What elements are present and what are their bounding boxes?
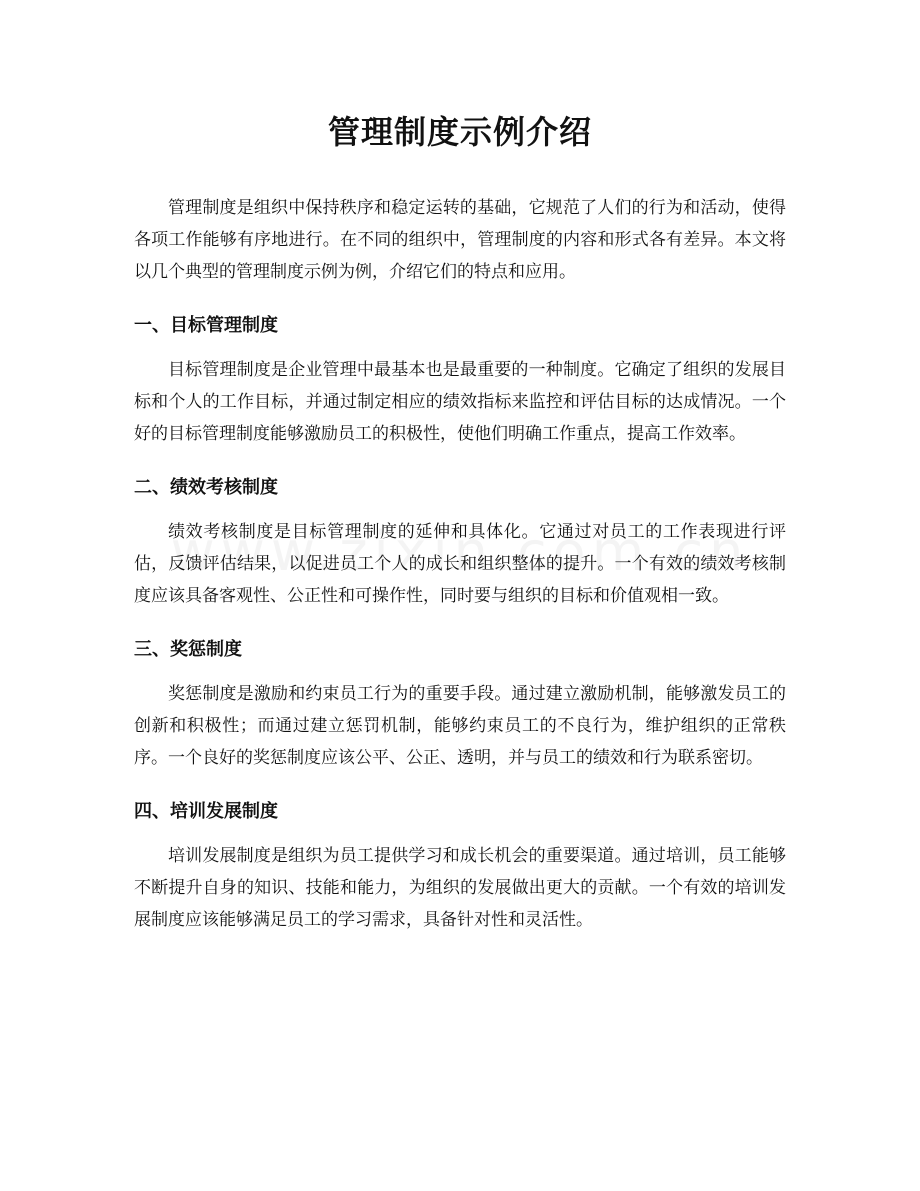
section-heading-goal-management: 一、目标管理制度 <box>134 315 278 336</box>
section-body-training-development: 培训发展制度是组织为员工提供学习和成长机会的重要渠道。通过培训，员工能够不断提升自身的知识、技能和能力，为组织的发展做出更大的贡献。一个有效的培训发展制度应该能够满足员工的学习需求，具备针对性和灵活性。 <box>134 846 786 930</box>
intro-paragraph: 管理制度是组织中保持秩序和稳定运转的基础，它规范了人们的行为和活动，使得各项工作能够有序地进行。在不同的组织中，管理制度的内容和形式各有差异。本文将以几个典型的管理制度示例为例，介绍它们的特点和应用。 <box>134 198 786 282</box>
section-heading-performance-appraisal: 二、绩效考核制度 <box>134 477 278 498</box>
section-heading-rewards-penalties: 三、奖惩制度 <box>134 639 242 660</box>
page-title: 管理制度示例介绍 <box>327 113 592 151</box>
section-body-goal-management: 目标管理制度是企业管理中最基本也是最重要的一种制度。它确定了组织的发展目标和个人的工作目标，并通过制定相应的绩效指标来监控和评估目标的达成情况。一个好的目标管理制度能够激励员工的积极性，使他们明确工作重点，提高工作效率。 <box>134 360 786 444</box>
section-body-performance-appraisal: 绩效考核制度是目标管理制度的延伸和具体化。它通过对员工的工作表现进行评估，反馈评估结果，以促进员工个人的成长和组织整体的提升。一个有效的绩效考核制度应该具备客观性、公正性和可操作性，同时要与组织的目标和价值观相一致。 <box>134 522 786 606</box>
section-heading-training-development: 四、培训发展制度 <box>134 801 278 822</box>
section-body-rewards-penalties: 奖惩制度是激励和约束员工行为的重要手段。通过建立激励机制，能够激发员工的创新和积极性；而通过建立惩罚机制，能够约束员工的不良行为，维护组织的正常秩序。一个良好的奖惩制度应该公平、公正、透明，并与员工的绩效和行为联系密切。 <box>134 684 786 768</box>
